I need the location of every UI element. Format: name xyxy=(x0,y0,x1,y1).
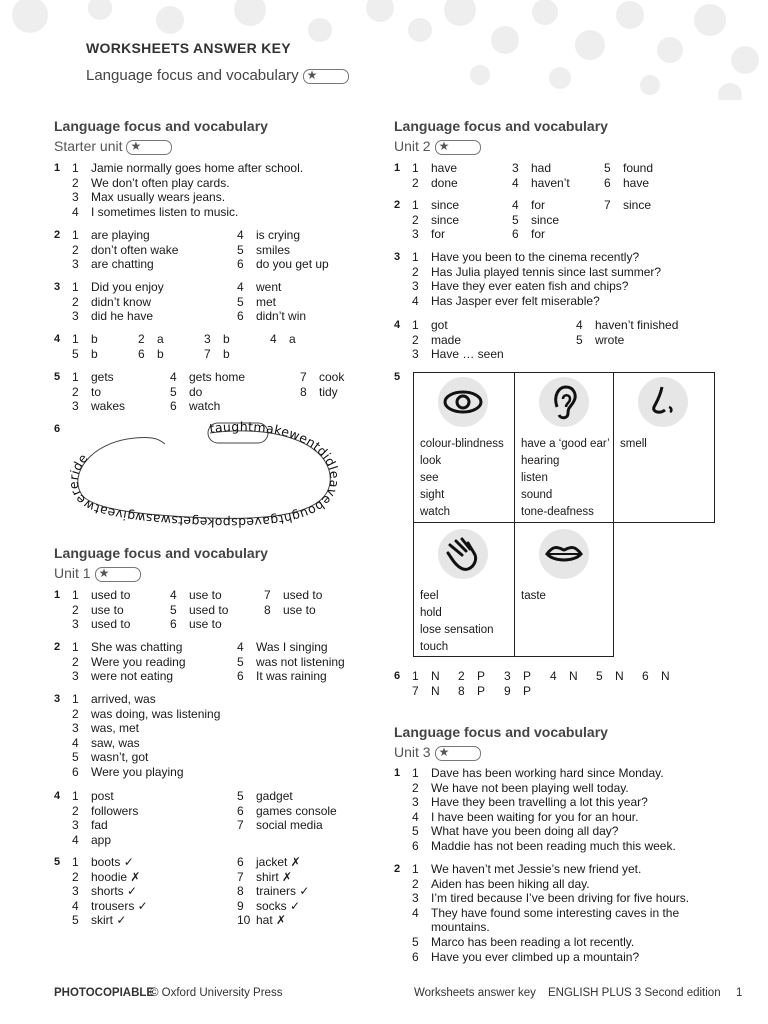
answer-text: Dave has been working hard since Monday. xyxy=(431,766,664,780)
answer-text: Was I singing xyxy=(256,640,328,654)
item-number: 8 xyxy=(458,683,465,698)
footer-key: Worksheets answer key xyxy=(414,987,536,999)
item-number: 3 xyxy=(72,309,79,324)
item-number: 5 xyxy=(72,750,79,765)
answer-text: Have you been to the cinema recently? xyxy=(431,250,640,264)
answer-text: use to xyxy=(189,588,222,602)
item-number: 6 xyxy=(412,839,419,853)
level-pill xyxy=(126,140,172,155)
answer-text: They have found some interesting caves in the xyxy=(431,905,680,920)
answer-text: social media xyxy=(256,818,323,833)
answer-text: mountains. xyxy=(431,920,490,935)
answer-text: for xyxy=(531,198,546,212)
answer-text: trainers ✓ xyxy=(256,884,310,899)
answer-text: was doing, was listening xyxy=(91,706,221,721)
exercise-number: 2 xyxy=(394,863,401,875)
unit-label: Unit 2 ★ xyxy=(394,138,608,155)
item-number: 5 xyxy=(604,161,611,175)
item-number: 6 xyxy=(237,803,244,818)
answer-text: We don’t often play cards. xyxy=(91,175,230,190)
item-number: 5 xyxy=(170,602,177,617)
answer-text: got xyxy=(431,318,448,332)
item-number: 1 xyxy=(72,332,79,346)
item-number: 1 xyxy=(72,588,79,602)
answer-text: b xyxy=(91,332,98,346)
item-number: 1 xyxy=(72,789,79,803)
section-title: Language focus and vocabulary xyxy=(394,118,608,134)
item-number: 3 xyxy=(72,721,79,736)
star-icon: ★ xyxy=(438,744,450,759)
sense-word: sound xyxy=(521,489,553,501)
level-pill xyxy=(95,567,141,582)
item-number: 7 xyxy=(300,370,307,384)
answer-text: was, met xyxy=(91,721,140,736)
exercise-number: 4 xyxy=(394,319,401,331)
sense-word: touch xyxy=(420,641,449,653)
item-number: 7 xyxy=(604,198,611,212)
answer-text: Max usually wears jeans. xyxy=(91,190,226,205)
exercise-number: 4 xyxy=(54,333,61,345)
answer-text: I’m tired because I’ve been driving for five hours. xyxy=(431,891,690,906)
answer-text: tidy xyxy=(319,384,338,399)
item-number: 6 xyxy=(604,175,611,190)
senses-cell-hearing xyxy=(514,372,614,523)
level-pill xyxy=(435,140,481,155)
sense-word: taste xyxy=(521,590,546,602)
mouth-icon xyxy=(539,529,589,579)
answer-text: didn’t win xyxy=(256,309,307,324)
answer-text: haven’t xyxy=(531,175,570,190)
answer-text: Have you ever climbed up a mountain? xyxy=(431,949,640,964)
answer-text: are playing xyxy=(91,228,150,242)
item-number: 4 xyxy=(72,204,79,219)
item-number: 1 xyxy=(72,161,79,175)
exercise-number: 1 xyxy=(54,589,61,601)
item-number: 1 xyxy=(72,370,79,384)
answer-text: wakes xyxy=(91,399,126,414)
answer-text: Maddie has not been reading much this week. xyxy=(431,839,676,853)
answer-text: jacket ✗ xyxy=(256,855,301,869)
item-number: 5 xyxy=(596,669,603,683)
answer-text: P xyxy=(523,669,532,683)
item-number: 5 xyxy=(512,212,519,227)
item-number: 4 xyxy=(550,669,557,683)
item-number: 1 xyxy=(412,161,419,175)
answer-text: N xyxy=(431,683,440,698)
item-number: 6 xyxy=(412,949,419,964)
item-number: 3 xyxy=(412,279,419,294)
item-number: 3 xyxy=(72,190,79,205)
answer-text: use to xyxy=(91,602,124,617)
answer-text: a xyxy=(289,332,296,346)
exercise-number: 5 xyxy=(54,371,61,383)
answer-text: I have been waiting for you for an hour. xyxy=(431,809,639,824)
answer-text: were not eating xyxy=(91,669,174,684)
item-number: 5 xyxy=(237,294,244,309)
item-number: 5 xyxy=(576,332,583,347)
answer-text: Were you reading xyxy=(91,654,186,669)
item-number: 6 xyxy=(237,309,244,324)
sense-word: colour-blindness xyxy=(420,438,504,450)
answer-text: to xyxy=(91,384,102,399)
item-number: 7 xyxy=(264,588,271,602)
answer-text: do you get up xyxy=(256,257,329,272)
item-number: 6 xyxy=(237,669,244,684)
footer-photocopiable: PHOTOCOPIABLE xyxy=(54,987,155,999)
item-number: 6 xyxy=(512,227,519,242)
answer-text: I sometimes listen to music. xyxy=(91,204,239,219)
answer-text: for xyxy=(431,227,446,242)
answer-text: b xyxy=(223,346,230,361)
item-number: 6 xyxy=(237,257,244,272)
nose-icon xyxy=(638,377,688,427)
answer-text: shorts ✓ xyxy=(91,884,138,899)
senses-cell-sight xyxy=(413,372,515,523)
item-number: 2 xyxy=(72,175,79,190)
item-number: 8 xyxy=(237,884,244,899)
ear-icon xyxy=(539,377,589,427)
answer-text: hoodie ✗ xyxy=(91,869,141,884)
item-number: 5 xyxy=(237,654,244,669)
item-number: 6 xyxy=(170,617,177,632)
answer-text: Has Julia played tennis since last summer? xyxy=(431,264,662,279)
item-number: 3 xyxy=(412,227,419,242)
answer-text: watch xyxy=(189,399,221,414)
answer-text: are chatting xyxy=(91,257,154,272)
answer-text: used to xyxy=(189,602,229,617)
sense-word: have a ‘good ear’ xyxy=(521,438,610,450)
answer-text: We haven’t met Jessie’s new friend yet. xyxy=(431,862,642,876)
star-icon: ★ xyxy=(438,138,450,153)
sense-word: hold xyxy=(420,607,442,619)
item-number: 5 xyxy=(170,384,177,399)
answer-text: is crying xyxy=(256,228,301,242)
sense-word: feel xyxy=(420,590,439,602)
footer-page: 1 xyxy=(736,987,743,999)
answer-text: met xyxy=(256,294,277,309)
exercise-number: 1 xyxy=(394,162,401,174)
item-number: 3 xyxy=(504,669,511,683)
senses-cell-smell xyxy=(613,372,715,523)
senses-cell-touch xyxy=(413,522,515,657)
answer-text: gadget xyxy=(256,789,293,803)
level-pill xyxy=(303,69,349,84)
answer-text: went xyxy=(256,280,282,294)
item-number: 3 xyxy=(204,332,211,346)
item-number: 3 xyxy=(72,399,79,414)
answer-text: b xyxy=(157,346,164,361)
unit-label: Unit 3 ★ xyxy=(394,744,608,761)
snake-text: taughtmakewentdidleaveboughtgavedspokegetswaswgiveatwereride xyxy=(65,420,343,531)
item-number: 2 xyxy=(412,332,419,347)
item-number: 1 xyxy=(412,766,419,780)
item-number: 2 xyxy=(412,780,419,795)
answer-text: done xyxy=(431,175,458,190)
item-number: 5 xyxy=(72,346,79,361)
answer-text: trousers ✓ xyxy=(91,898,148,913)
item-number: 1 xyxy=(72,640,79,654)
item-number: 3 xyxy=(412,795,419,810)
item-number: 2 xyxy=(412,212,419,227)
answer-text: P xyxy=(523,683,532,698)
starter-section xyxy=(54,118,268,155)
answer-text: Has Jasper ever felt miserable? xyxy=(431,293,600,308)
item-number: 4 xyxy=(412,293,419,308)
exercise-number: 3 xyxy=(54,281,61,293)
level-pill xyxy=(435,746,481,761)
item-number: 2 xyxy=(72,803,79,818)
answer-text: since xyxy=(531,212,560,227)
answer-text: didn’t know xyxy=(91,294,152,309)
item-number: 10 xyxy=(237,913,251,928)
item-number: 1 xyxy=(412,318,419,332)
answer-text: did he have xyxy=(91,309,154,324)
item-number: 4 xyxy=(512,198,519,212)
answer-text: P xyxy=(477,669,486,683)
answer-text: Have they ever eaten fish and chips? xyxy=(431,279,629,294)
word-snake xyxy=(60,420,350,535)
exercise-number: 2 xyxy=(54,641,61,653)
answer-text: b xyxy=(91,346,98,361)
senses-cell-taste xyxy=(514,522,614,657)
section-title: Language focus and vocabulary xyxy=(54,118,268,134)
answer-text: for xyxy=(531,227,546,242)
answer-text: Marco has been reading a lot recently. xyxy=(431,935,635,949)
item-number: 3 xyxy=(512,161,519,175)
item-number: 8 xyxy=(300,384,307,399)
answer-text: wasn’t, got xyxy=(91,750,149,765)
answer-text: smiles xyxy=(256,242,291,257)
answer-text: N xyxy=(661,669,670,683)
answer-text: used to xyxy=(91,588,131,602)
exercise-number: 3 xyxy=(394,251,401,263)
answer-text: used to xyxy=(283,588,323,602)
answer-text: What have you been doing all day? xyxy=(431,824,619,839)
answer-text: N xyxy=(569,669,578,683)
item-number: 6 xyxy=(642,669,649,683)
item-number: 4 xyxy=(237,640,244,654)
item-number: 2 xyxy=(458,669,465,683)
item-number: 4 xyxy=(512,175,519,190)
unit-label: Starter unit ★ xyxy=(54,138,268,155)
unit3-section xyxy=(394,724,608,761)
item-number: 5 xyxy=(72,913,79,928)
answer-text: haven’t finished xyxy=(595,318,679,332)
answer-text: use to xyxy=(283,602,316,617)
item-number: 8 xyxy=(264,602,271,617)
item-number: 2 xyxy=(72,654,79,669)
hand-icon xyxy=(438,529,488,579)
item-number: 4 xyxy=(412,809,419,824)
item-number: 2 xyxy=(72,869,79,884)
item-number: 4 xyxy=(72,832,79,847)
answer-text: games console xyxy=(256,803,337,818)
item-number: 3 xyxy=(72,884,79,899)
item-number: 6 xyxy=(237,855,244,869)
answer-text: Did you enjoy xyxy=(91,280,164,294)
footer-press: © Oxford University Press xyxy=(150,987,283,999)
answer-text: post xyxy=(91,789,114,803)
sense-word: watch xyxy=(420,506,451,518)
item-number: 3 xyxy=(412,891,419,906)
item-number: 3 xyxy=(72,669,79,684)
item-number: 2 xyxy=(412,175,419,190)
exercise-number: 3 xyxy=(54,693,61,705)
unit2-section xyxy=(394,118,608,155)
answer-text: since xyxy=(431,198,460,212)
answer-text: have xyxy=(623,175,650,190)
item-number: 1 xyxy=(412,669,419,683)
answer-text: Aiden has been hiking all day. xyxy=(431,876,590,891)
answer-text: had xyxy=(531,161,552,175)
item-number: 6 xyxy=(72,765,79,779)
answer-text: since xyxy=(431,212,460,227)
answer-text: gets xyxy=(91,370,114,384)
sense-word: tone-deafness xyxy=(521,506,594,518)
item-number: 6 xyxy=(138,346,145,361)
footer-edition: ENGLISH PLUS 3 Second edition xyxy=(548,987,721,999)
exercise-number: 2 xyxy=(54,229,61,241)
sense-word: see xyxy=(420,472,439,484)
answer-text: We have not been playing well today. xyxy=(431,780,629,795)
answer-text: a xyxy=(157,332,164,346)
exercise-number: 2 xyxy=(394,199,401,211)
item-number: 2 xyxy=(72,384,79,399)
item-number: 7 xyxy=(237,818,244,833)
item-number: 3 xyxy=(412,347,419,362)
item-number: 7 xyxy=(237,869,244,884)
answer-text: was not listening xyxy=(256,654,345,669)
item-number: 2 xyxy=(72,294,79,309)
answer-text: do xyxy=(189,384,203,399)
item-number: 5 xyxy=(237,242,244,257)
unit-label: Unit 1 ★ xyxy=(54,565,268,582)
answer-text: fad xyxy=(91,818,108,833)
answer-text: It was raining xyxy=(256,669,327,684)
item-number: 4 xyxy=(412,905,419,920)
page-subtitle: Language focus and vocabulary ★ xyxy=(86,67,349,84)
unit1-section xyxy=(54,545,268,582)
sense-word: hearing xyxy=(521,455,560,467)
star-icon: ★ xyxy=(306,67,318,82)
item-number: 4 xyxy=(237,280,244,294)
item-number: 2 xyxy=(138,332,145,346)
item-number: 1 xyxy=(72,692,79,706)
answer-text: found xyxy=(623,161,654,175)
item-number: 9 xyxy=(237,898,244,913)
item-number: 1 xyxy=(72,280,79,294)
item-number: 2 xyxy=(72,602,79,617)
item-number: 4 xyxy=(72,898,79,913)
item-number: 2 xyxy=(72,242,79,257)
item-number: 9 xyxy=(504,683,511,698)
exercise-number: 1 xyxy=(54,162,61,174)
item-number: 3 xyxy=(72,257,79,272)
sense-word: smell xyxy=(620,438,647,450)
section-title: Language focus and vocabulary xyxy=(394,724,608,740)
answer-text: hat ✗ xyxy=(256,913,287,928)
star-icon: ★ xyxy=(98,565,110,580)
answer-text: shirt ✗ xyxy=(256,869,293,884)
answer-text: gets home xyxy=(189,370,246,384)
answer-text: use to xyxy=(189,617,222,632)
sense-word: sight xyxy=(420,489,445,501)
answer-text: followers xyxy=(91,803,139,818)
answer-text: She was chatting xyxy=(91,640,183,654)
item-number: 5 xyxy=(237,789,244,803)
item-number: 6 xyxy=(170,399,177,414)
answer-text: N xyxy=(615,669,624,683)
item-number: 4 xyxy=(72,735,79,750)
item-number: 1 xyxy=(412,250,419,264)
exercise-number: 6 xyxy=(54,423,61,435)
answer-text: P xyxy=(477,683,486,698)
exercise-number: 5 xyxy=(394,371,401,383)
item-number: 7 xyxy=(204,346,211,361)
item-number: 1 xyxy=(72,228,79,242)
answer-text: b xyxy=(223,332,230,346)
eye-icon xyxy=(438,377,488,427)
sense-word: lose sensation xyxy=(420,624,494,636)
item-number: 2 xyxy=(412,876,419,891)
item-number: 2 xyxy=(72,706,79,721)
answer-text: Jamie normally goes home after school. xyxy=(91,161,304,175)
answer-text: cook xyxy=(319,370,345,384)
item-number: 5 xyxy=(412,824,419,839)
item-number: 1 xyxy=(412,862,419,876)
answer-text: boots ✓ xyxy=(91,855,134,869)
item-number: 5 xyxy=(412,935,419,949)
answer-text: Were you playing xyxy=(91,765,184,779)
answer-text: skirt ✓ xyxy=(91,913,127,928)
page-title: WORKSHEETS ANSWER KEY xyxy=(86,40,291,56)
answer-text: app xyxy=(91,832,112,847)
item-number: 4 xyxy=(270,332,277,346)
answer-text: used to xyxy=(91,617,131,632)
exercise-number: 1 xyxy=(394,767,401,779)
item-number: 7 xyxy=(412,683,419,698)
item-number: 3 xyxy=(72,617,79,632)
section-title: Language focus and vocabulary xyxy=(54,545,268,561)
item-number: 4 xyxy=(170,588,177,602)
star-icon: ★ xyxy=(130,138,142,153)
answer-text: Have … seen xyxy=(431,347,504,362)
answer-text: since xyxy=(623,198,652,212)
item-number: 4 xyxy=(170,370,177,384)
answer-text: socks ✓ xyxy=(256,898,301,913)
item-number: 1 xyxy=(412,198,419,212)
answer-text: have xyxy=(431,161,458,175)
exercise-number: 6 xyxy=(394,670,401,682)
exercise-number: 4 xyxy=(54,790,61,802)
item-number: 1 xyxy=(72,855,79,869)
item-number: 2 xyxy=(412,264,419,279)
exercise-number: 5 xyxy=(54,856,61,868)
answer-text: arrived, was xyxy=(91,692,156,706)
answer-text: N xyxy=(431,669,440,683)
answer-text: don’t often wake xyxy=(91,242,179,257)
answer-text: saw, was xyxy=(91,735,140,750)
sense-word: listen xyxy=(521,472,548,484)
item-number: 4 xyxy=(237,228,244,242)
item-number: 4 xyxy=(576,318,583,332)
item-number: 3 xyxy=(72,818,79,833)
answer-text: Have they been travelling a lot this year? xyxy=(431,795,648,810)
answer-text: made xyxy=(431,332,462,347)
answer-text: wrote xyxy=(595,332,625,347)
sense-word: look xyxy=(420,455,442,467)
